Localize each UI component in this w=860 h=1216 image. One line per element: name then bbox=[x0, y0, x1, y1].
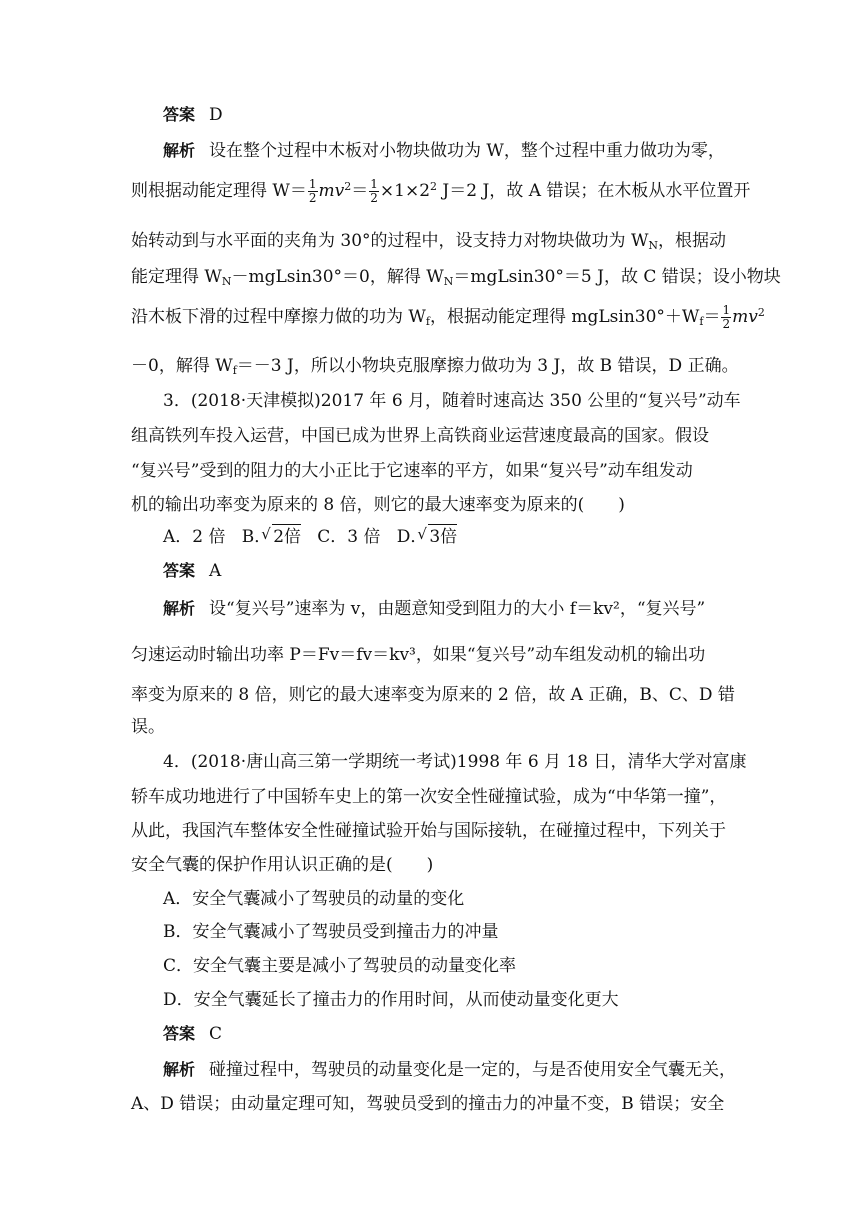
answer-label: 答案 bbox=[163, 1024, 196, 1043]
analysis-text: ＝ bbox=[703, 307, 721, 327]
fraction: $\frac{1}{2}$ bbox=[722, 303, 731, 331]
answer-4 bbox=[163, 1022, 763, 1046]
analysis-text: －mgLsin30°＝0，解得 W bbox=[231, 267, 444, 287]
option-c: C．3 倍 bbox=[317, 527, 381, 547]
answer-1 bbox=[163, 103, 763, 127]
analysis-3-line-4: 误。 bbox=[131, 717, 165, 737]
answer-value: C bbox=[209, 1024, 223, 1044]
analysis-label: 解析 bbox=[163, 599, 196, 618]
analysis-4-line-1 bbox=[163, 1058, 763, 1082]
analysis-1-line-1 bbox=[163, 139, 763, 163]
analysis-1-line-3: 始转动到与水平面的夹角为 30°的过程中，设支持力对物块做功为 $W_N$，根据动 bbox=[131, 231, 727, 252]
question-4-option-d: D．安全气囊延长了撞击力的作用时间，从而使动量变化更大 bbox=[163, 990, 619, 1010]
analysis-1-line-6: －0，解得 $W_f=-3$ J，所以小物块克服摩擦力做功为 3 J，故 B 错误，D 正确。 bbox=[131, 356, 739, 377]
analysis-text: mv bbox=[318, 181, 345, 201]
question-4-line-4: 安全气囊的保护作用认识正确的是( ) bbox=[131, 855, 434, 875]
analysis-3-line-3: 率变为原来的 8 倍，则它的最大速率变为原来的 2 倍，故 A 正确，B、C、D 错 bbox=[131, 685, 735, 705]
answer-value: D bbox=[209, 105, 223, 125]
analysis-label: 解析 bbox=[163, 141, 196, 160]
analysis-text: 设在整个过程中木板对小物块做功为 W，整个过程中重力做功为零， bbox=[209, 141, 725, 161]
analysis-text: 设“复兴号”速率为 v，由题意知受到阻力的大小 f＝kv²，“复兴号” bbox=[209, 599, 706, 619]
option-a: A．2 倍 bbox=[163, 527, 226, 547]
analysis-text: J＝2 J，故 A 错误；在木板从水平位置开 bbox=[437, 181, 751, 201]
analysis-label: 解析 bbox=[163, 1060, 196, 1079]
analysis-3-line-2: 匀速运动时输出功率 P＝Fv＝fv＝kv³，如果“复兴号”动车组发动机的输出功 bbox=[131, 645, 706, 665]
analysis-text: ，根据动能定理得 mgLsin30°＋W bbox=[429, 307, 700, 327]
question-3-line-4: 机的输出功率变为原来的 8 倍，则它的最大速率变为原来的( ) bbox=[131, 495, 625, 515]
answer-value: A bbox=[209, 561, 222, 581]
analysis-text: 始转动到与水平面的夹角为 30°的过程中，设支持力对物块做功为 W bbox=[131, 231, 649, 251]
question-3-line-1: 3．(2018·天津模拟)2017 年 6 月，随着时速高达 350 公里的“复兴号”动车 bbox=[163, 391, 741, 411]
fraction: $\frac{1}{2}$ bbox=[370, 177, 378, 205]
analysis-text: ＝－3 J，所以小物块克服摩擦力做功为 3 J，故 B 错误，D 正确。 bbox=[236, 356, 739, 376]
option-d-label: D． bbox=[396, 527, 428, 547]
analysis-text: mv bbox=[732, 307, 758, 327]
answer-label: 答案 bbox=[163, 105, 196, 124]
analysis-1-line-5: 沿木板下滑的过程中摩擦力做的功为 $W_f$，根据动能定理得 $mgLsin30^\circ+W_f=$ $\frac{1}{2}$ $mv^2$ bbox=[131, 303, 765, 331]
answer-3 bbox=[163, 559, 763, 583]
question-4-line-2: 轿车成功地进行了中国轿车史上的第一次安全性碰撞试验，成为“中华第一撞”， bbox=[131, 787, 727, 807]
question-4-line-3: 从此，我国汽车整体安全性碰撞试验开始与国际接轨，在碰撞过程中，下列关于 bbox=[131, 821, 726, 841]
analysis-text: ＝mgLsin30°＝5 J，故 C 错误；设小物块 bbox=[453, 267, 781, 287]
question-3-line-2: 组高铁列车投入运营，中国已成为世界上高铁商业运营速度最高的国家。假设 bbox=[131, 426, 709, 446]
question-3-line-3: “复兴号”受到的阻力的大小正比于它速率的平方，如果“复兴号”动车组发动 bbox=[131, 461, 693, 481]
option-b-value: √ 2倍 bbox=[272, 524, 301, 549]
analysis-3-line-1 bbox=[163, 597, 763, 621]
analysis-text: －0，解得 W bbox=[131, 356, 233, 376]
question-4-option-c: C．安全气囊主要是减小了驾驶员的动量变化率 bbox=[163, 956, 517, 976]
analysis-4-line-2: A、D 错误；由动量定理可知，驾驶员受到的撞击力的冲量不变，B 错误；安全 bbox=[131, 1094, 725, 1114]
answer-label: 答案 bbox=[163, 561, 196, 580]
option-b-label: B． bbox=[241, 527, 272, 547]
analysis-text: 则根据动能定理得 W＝ bbox=[131, 181, 307, 201]
analysis-text: 沿木板下滑的过程中摩擦力做的功为 W bbox=[131, 307, 426, 327]
question-3-options bbox=[163, 524, 763, 549]
analysis-1-line-4: 能定理得 $W_N-mgLsin30^\circ=0$，解得 $W_N=mgLsin30^\circ=5$ J，故 C 错误；设小物块 bbox=[131, 267, 781, 288]
fraction: $\frac{1}{2}$ bbox=[308, 177, 317, 205]
question-4-option-b: B．安全气囊减小了驾驶员受到撞击力的冲量 bbox=[163, 922, 499, 942]
option-d-value: √ 3倍 bbox=[428, 524, 457, 549]
analysis-1-line-2: 则根据动能定理得 W＝ $\frac{1}{2}$ $mv^2=$ $\frac{1}{2}$ $\times 1\times 2^2$ J＝2 J，故 A 错误；在木板从水平位置开 bbox=[131, 177, 751, 205]
analysis-text: 碰撞过程中，驾驶员的动量变化是一定的，与是否使用安全气囊无关， bbox=[209, 1060, 737, 1080]
analysis-text: ×1×2 bbox=[379, 181, 431, 201]
analysis-text: ＝ bbox=[351, 181, 369, 201]
question-4-line-1: 4．(2018·唐山高三第一学期统一考试)1998 年 6 月 18 日，清华大学对富康 bbox=[163, 752, 747, 772]
analysis-text: ，根据动 bbox=[658, 231, 727, 251]
question-4-option-a: A．安全气囊减小了驾驶员的动量的变化 bbox=[163, 889, 465, 909]
analysis-text: 能定理得 W bbox=[131, 267, 222, 287]
